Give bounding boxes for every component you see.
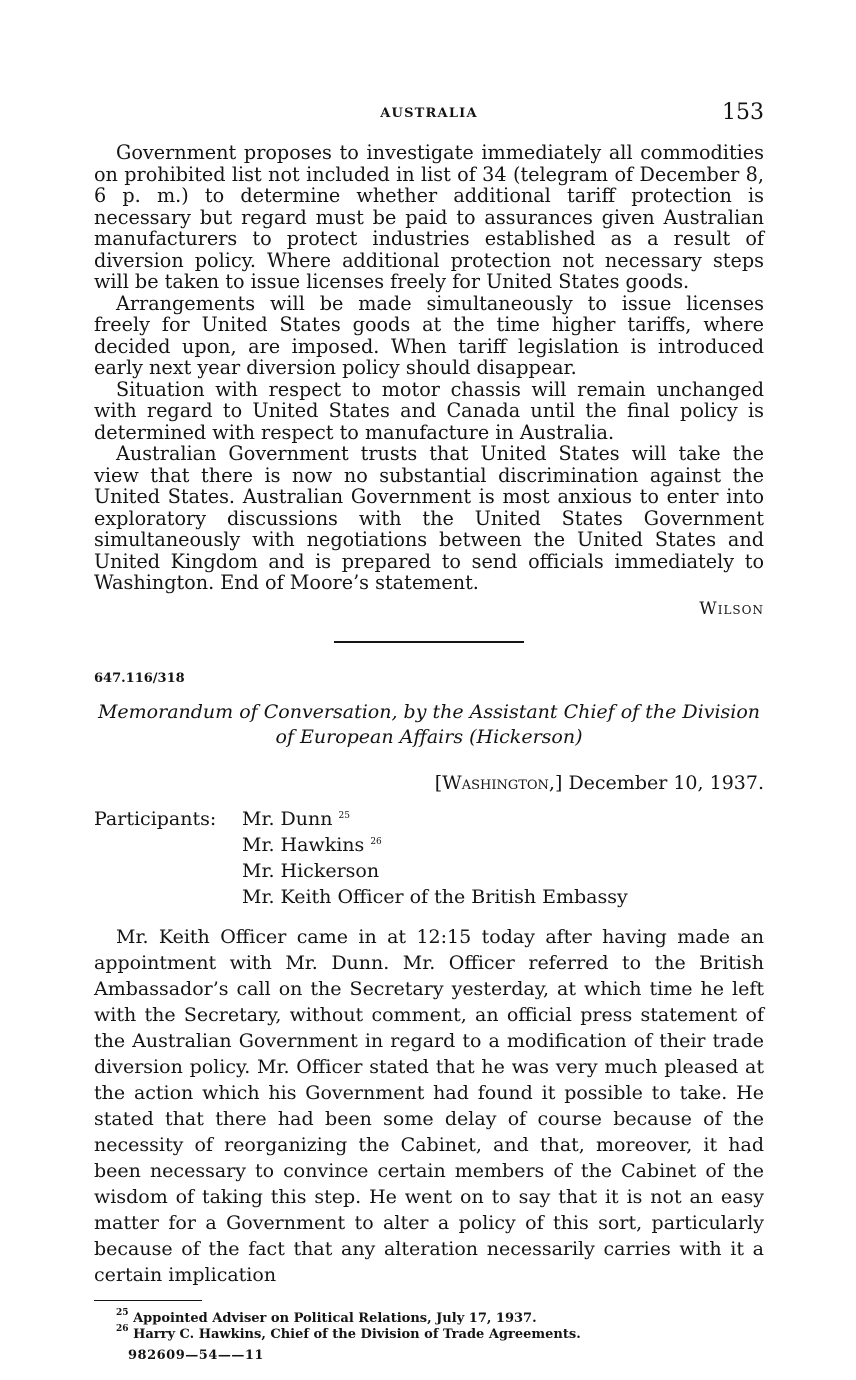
participants-block	[94, 806, 764, 910]
memo-body	[94, 924, 764, 1288]
participant-name: Mr. Keith Officer of the British Embassy	[242, 885, 628, 908]
dateline-date: December 10, 1937.	[568, 771, 764, 794]
footnote-ref: 26	[370, 836, 382, 847]
participant	[242, 806, 628, 832]
participant	[242, 832, 628, 858]
footnote-divider	[94, 1300, 202, 1301]
section-divider	[334, 641, 524, 643]
footnote-ref: 25	[338, 810, 350, 821]
footnote	[116, 1323, 764, 1343]
participant-name: Mr. Hawkins	[242, 833, 365, 856]
page-header	[94, 96, 764, 130]
document-page	[94, 96, 764, 1363]
running-head: AUSTRALIA	[380, 106, 478, 121]
page-number: 153	[722, 100, 764, 125]
footnote-mark: 25	[116, 1307, 129, 1318]
signature: Wilson	[699, 598, 764, 619]
telegram-paragraph: Situation with respect to motor chassis will remain unchanged with regard to United States and Canada until the final policy is determined with respect to manufacture in Australia.	[94, 377, 764, 444]
footnotes	[94, 1307, 764, 1343]
memo-title	[94, 700, 764, 750]
print-code: 982609—54——11	[128, 1347, 264, 1363]
telegram-paragraph: Government proposes to investigate immediately all commodities on prohibited list not included in list of 34 (telegram of December 8, 6 p. m.) to determine whether additional tariff protection is necessary but regard must be paid to assurances given Australian manufacturers to protect industries established as a result of diversion policy. Where additional protection not necessary steps will be taken to issue licenses freely for United States goods.	[94, 141, 764, 293]
participant	[242, 858, 628, 884]
file-number: 647.116/318	[94, 670, 185, 686]
memo-title-line: Memorandum of Conversation, by the Assistant Chief of the Division	[97, 700, 761, 723]
dateline	[94, 772, 764, 794]
participants-label: Participants:	[94, 807, 217, 830]
footnote-text: Appointed Adviser on Political Relations, July 17, 1937.	[133, 1310, 537, 1326]
participant-name: Mr. Hickerson	[242, 859, 380, 882]
telegram-paragraph: Australian Government trusts that United States will take the view that there is now no substantial discrimination against the United States. Australian Government is most anxious to enter into exploratory discussions with the United States Government simultaneously with negotiations between the United States and United Kingdom and is prepared to send officials immediately to Washington. End of Moore’s statement.	[94, 442, 764, 594]
participants-list	[242, 806, 628, 910]
footnote-mark: 26	[116, 1323, 129, 1334]
telegram-paragraph: Arrangements will be made simultaneously to issue licenses freely for United States goods at the time higher tariffs, where decided upon, are imposed. When tariff legislation is introduced early next year diversion policy should disappear.	[94, 291, 764, 379]
participant-name: Mr. Dunn	[242, 807, 333, 830]
telegram-text	[94, 142, 764, 594]
footnote	[116, 1307, 764, 1327]
participant	[242, 884, 628, 910]
memo-title-line: of European Affairs (Hickerson)	[275, 725, 583, 748]
dateline-place: [Washington,]	[434, 771, 563, 794]
memo-paragraph: Mr. Keith Officer came in at 12:15 today after having made an appointment with Mr. Dunn. Mr. Officer referred to the British Ambassador’s call on the Secretary yesterday, at which time he left with the Secretary, without comment, an official press statement of the Australian Government in regard to a modification of their trade diversion policy. Mr. Officer stated that he was very much pleased at the action which his Government had found it possible to take. He stated that there had been some delay of course because of the necessity of reorganizing the Cabinet, and that, moreover, it had been necessary to convince certain members of the Cabinet of the wisdom of taking this step. He went on to say that it is not an easy matter for a Government to alter a policy of this sort, particularly because of the fact that any alteration necessarily carries with it a certain implication	[94, 925, 764, 1286]
footnote-text: Harry C. Hawkins, Chief of the Division of Trade Agreements.	[133, 1326, 581, 1342]
